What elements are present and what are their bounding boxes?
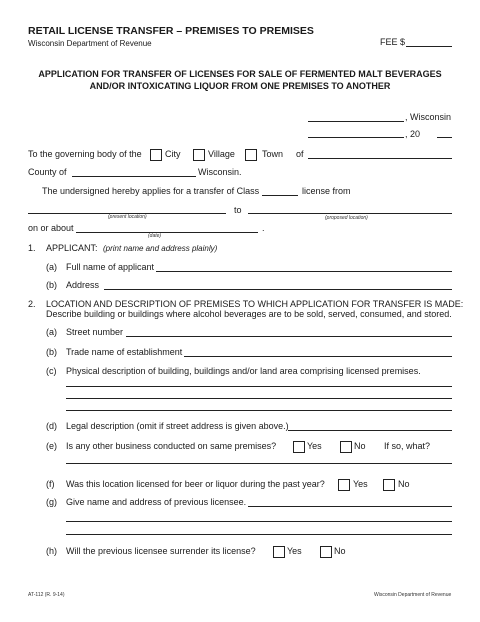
- fee-label: FEE $: [380, 37, 406, 47]
- item-1b-letter: (b): [46, 280, 57, 290]
- county-field[interactable]: [72, 176, 196, 177]
- physical-description-field-1[interactable]: [66, 386, 452, 387]
- municipality-field[interactable]: [308, 158, 452, 159]
- section2-title: LOCATION AND DESCRIPTION OF PREMISES TO WHICH APPLICATION FOR TRANSFER IS MADE:: [46, 299, 464, 309]
- previous-licensee-field-3[interactable]: [66, 534, 452, 535]
- year-field[interactable]: [437, 137, 452, 138]
- year-prefix: , 20: [405, 129, 421, 139]
- other-business-field[interactable]: [66, 463, 452, 464]
- item-2f-letter: (f): [46, 479, 55, 489]
- of-label: of: [296, 149, 304, 159]
- item-2e-letter: (e): [46, 441, 57, 451]
- previous-licensee-label: Give name and address of previous licensee.: [66, 497, 247, 507]
- trade-name-label: Trade name of establishment: [66, 347, 183, 357]
- item-2d-letter: (d): [46, 421, 57, 431]
- section1-number: 1.: [28, 243, 36, 253]
- application-heading-line1: APPLICATION FOR TRANSFER OF LICENSES FOR SALE OF FERMENTED MALT BEVERAGES: [38, 69, 442, 79]
- section2-subtitle: Describe building or buildings where alcohol beverages are to be sold, served, consumed, and stored.: [46, 309, 452, 319]
- wisconsin-suffix: , Wisconsin: [405, 112, 452, 122]
- form-id: AT-112 (R. 9-14): [28, 592, 65, 598]
- licensed-past-year-label: Was this location licensed for beer or liquor during the past year?: [66, 479, 325, 489]
- item-2h-letter: (h): [46, 546, 57, 556]
- town-label: Town: [262, 149, 284, 159]
- if-so-what-label: If so, what?: [384, 441, 431, 451]
- surrender-license-no-label: No: [334, 546, 346, 556]
- date-field[interactable]: [308, 137, 404, 138]
- full-name-field[interactable]: [156, 271, 452, 272]
- to-label: to: [234, 205, 242, 215]
- form-title: RETAIL LICENSE TRANSFER – PREMISES TO PREMISES: [28, 25, 314, 37]
- present-location-caption: (present location): [108, 214, 147, 220]
- licensed-past-year-yes-label: Yes: [353, 479, 368, 489]
- class-field[interactable]: [262, 195, 298, 196]
- physical-description-label: Physical description of building, buildings and/or land area comprising licensed premises.: [66, 366, 421, 376]
- department-name: Wisconsin Department of Revenue: [28, 39, 152, 48]
- surrender-license-yes-label: Yes: [287, 546, 302, 556]
- address-field[interactable]: [104, 289, 452, 290]
- proposed-location-field[interactable]: [248, 213, 452, 214]
- governing-body-text: To the governing body of the: [28, 149, 142, 159]
- licensed-past-year-no-label: No: [398, 479, 410, 489]
- fee-field[interactable]: [406, 46, 452, 47]
- item-2g-letter: (g): [46, 497, 57, 507]
- item-1a-letter: (a): [46, 262, 57, 272]
- period: .: [262, 223, 265, 233]
- wisconsin-label: Wisconsin.: [198, 167, 242, 177]
- town-checkbox[interactable]: [245, 149, 257, 161]
- other-business-yes-label: Yes: [307, 441, 322, 451]
- legal-description-label: Legal description (omit if street address is given above.): [66, 421, 289, 431]
- applies-text: The undersigned hereby applies for a transfer of Class: [42, 186, 260, 196]
- application-heading-line2: AND/OR INTOXICATING LIQUOR FROM ONE PREMISES TO ANOTHER: [89, 81, 391, 91]
- address-label: Address: [66, 280, 100, 290]
- item-2a-letter: (a): [46, 327, 57, 337]
- surrender-license-no-checkbox[interactable]: [320, 546, 332, 558]
- full-name-label: Full name of applicant: [66, 262, 155, 272]
- licensed-past-year-no-checkbox[interactable]: [383, 479, 395, 491]
- licensed-past-year-yes-checkbox[interactable]: [338, 479, 350, 491]
- place-field[interactable]: [308, 121, 404, 122]
- other-business-yes-checkbox[interactable]: [293, 441, 305, 453]
- street-number-field[interactable]: [126, 336, 452, 337]
- other-business-no-label: No: [354, 441, 366, 451]
- county-of-label: County of: [28, 167, 67, 177]
- other-business-no-checkbox[interactable]: [340, 441, 352, 453]
- on-or-about-label: on or about: [28, 223, 74, 233]
- street-number-label: Street number: [66, 327, 124, 337]
- previous-licensee-field-2[interactable]: [66, 521, 452, 522]
- legal-description-field[interactable]: [288, 430, 452, 431]
- surrender-license-yes-checkbox[interactable]: [273, 546, 285, 558]
- city-label: City: [165, 149, 181, 159]
- trade-name-field[interactable]: [184, 356, 452, 357]
- transfer-date-field[interactable]: [76, 232, 258, 233]
- surrender-license-label: Will the previous licensee surrender its license?: [66, 546, 256, 556]
- license-from-label: license from: [302, 186, 351, 196]
- section1-label: APPLICANT:: [46, 243, 98, 253]
- physical-description-field-2[interactable]: [66, 398, 452, 399]
- footer-department: Wisconsin Department of Revenue: [374, 592, 452, 598]
- village-checkbox[interactable]: [193, 149, 205, 161]
- section1-note: (print name and address plainly): [103, 244, 218, 253]
- proposed-location-caption: (proposed location): [325, 215, 368, 221]
- item-2b-letter: (b): [46, 347, 57, 357]
- other-business-label: Is any other business conducted on same premises?: [66, 441, 277, 451]
- city-checkbox[interactable]: [150, 149, 162, 161]
- date-caption: (date): [148, 233, 162, 239]
- item-2c-letter: (c): [46, 366, 57, 376]
- section2-number: 2.: [28, 299, 36, 309]
- village-label: Village: [208, 149, 235, 159]
- physical-description-field-3[interactable]: [66, 410, 452, 411]
- previous-licensee-field-1[interactable]: [248, 506, 452, 507]
